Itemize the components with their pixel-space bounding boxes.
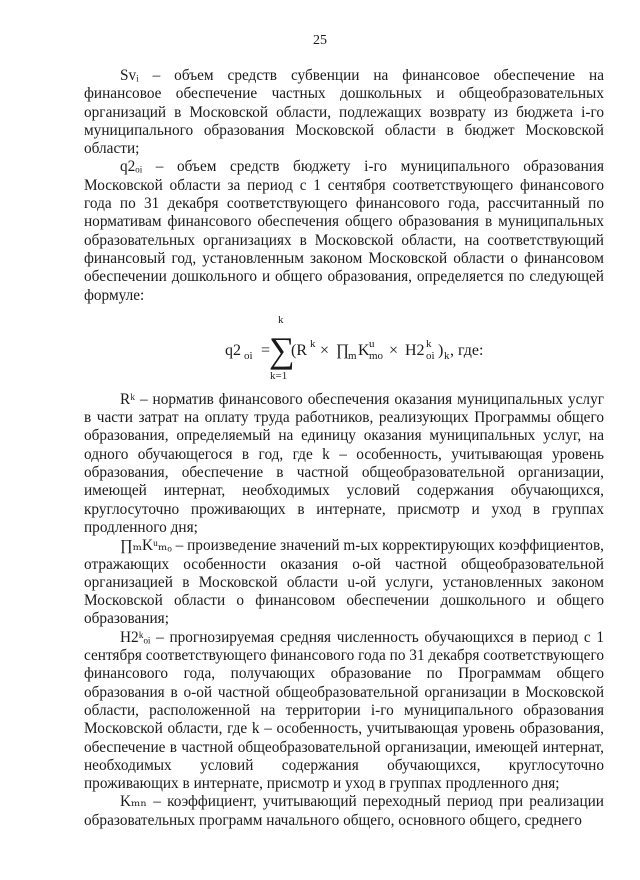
paragraph-sv-definition: Svᵢ – объем средств субвенции на финансовое обеспечение на финансовое обеспечение частных дошкольных и общеобразовательных организаций в Московской области, подлежащих возврату из бюджета i-го муниципального образования Московской области в бюджет Московской области;	[84, 67, 604, 158]
formula-lhs-sub: oi	[244, 349, 253, 362]
formula-r-sup: k	[310, 337, 316, 350]
formula-times-2: ×	[389, 341, 399, 359]
page-number: 25	[313, 33, 327, 48]
formula-tail: , где:	[450, 341, 484, 359]
formula-close: )	[438, 341, 444, 359]
formula-coef-sup: u	[369, 337, 375, 350]
paragraph-h2-definition: H2ᵏₒᵢ – прогнозируемая средняя численность обучающихся в период с 1 сентября соответствующего финансового года по 31 декабря соответствующего финансового года, получающих образование по Программам общего образования в о-ой частной общеобразовательной организации в Московской области, расположенной на территории i-го муниципального образования Московской области, где k – особенность, учитывающая уровень образования, обеспечение в частной общеобразовательной организации, имеющей интернат, необходимых условий содержания обучающихся, круглосуточно проживающих в интернате, присмотр и уход в группах продленного дня;	[84, 628, 604, 793]
formula-h: H2	[405, 341, 425, 359]
paragraph-prod-definition: ∏ₘKᵘₘₒ – произведение значений m-ых корректирующих коэффициентов, отражающих особенности оказания о-ой частной общеобразовательной организацией в Московской области u-ой услуги, установленных законом Московской области о финансовом обеспечении дошкольного и общего образования;	[84, 537, 604, 628]
formula-sum-symbol: ∑	[269, 329, 295, 370]
formula-sum-bottom: k=1	[270, 369, 288, 382]
paragraph-rk-definition: Rᵏ – норматив финансового обеспечения оказания муниципальных услуг в части затрат на оплату труда работников, реализующих Программы общего образования, определяемый на единицу оказания муниципальных услуг, на одного обучающегося в год, где k – особенность, учитывающая уровень образования, обеспечение в частной общеобразовательной организации, имеющей интернат, необходимых условий содержания обучающихся, круглосуточно проживающих в интернате, присмотр и уход в группах продленного дня;	[84, 390, 604, 536]
formula-times-1: ×	[320, 341, 330, 359]
formula-close-sub: k	[444, 349, 450, 362]
formula-svg	[84, 311, 604, 385]
formula-prod-sub: m	[348, 349, 357, 362]
paragraph-q2-definition: q2ₒᵢ – объем средств бюджету i-го муниципального образования Московской области за период с 1 сентября соответствующего финансового года по 31 декабря соответствующего финансового года, рассчитанный по нормативам финансового обеспечения общего образования в муниципальных образовательных организациях в Московской области, на соответствующий финансовый год, установленным законом Московской области о финансовом обеспечении дошкольного и общего образования, определяется по следующей формуле:	[84, 158, 604, 304]
formula-h-sup: k	[426, 337, 432, 350]
formula-lhs: q2	[225, 341, 241, 359]
page-content	[84, 67, 604, 830]
formula-equals: =	[261, 341, 271, 359]
formula-coef-sub: mo	[369, 349, 384, 362]
formula-q2	[84, 311, 604, 385]
formula-coef: K	[358, 341, 370, 359]
formula-h-sub: oi	[426, 349, 435, 362]
formula-prod: ∏	[336, 341, 350, 359]
formula-open-r: (R	[291, 341, 307, 359]
paragraph-kmn-definition: Kₘₙ – коэффициент, учитывающий переходный период при реализации образовательных программ начального общего, основного общего, среднего	[84, 793, 604, 829]
formula-sum-top: k	[278, 313, 284, 326]
